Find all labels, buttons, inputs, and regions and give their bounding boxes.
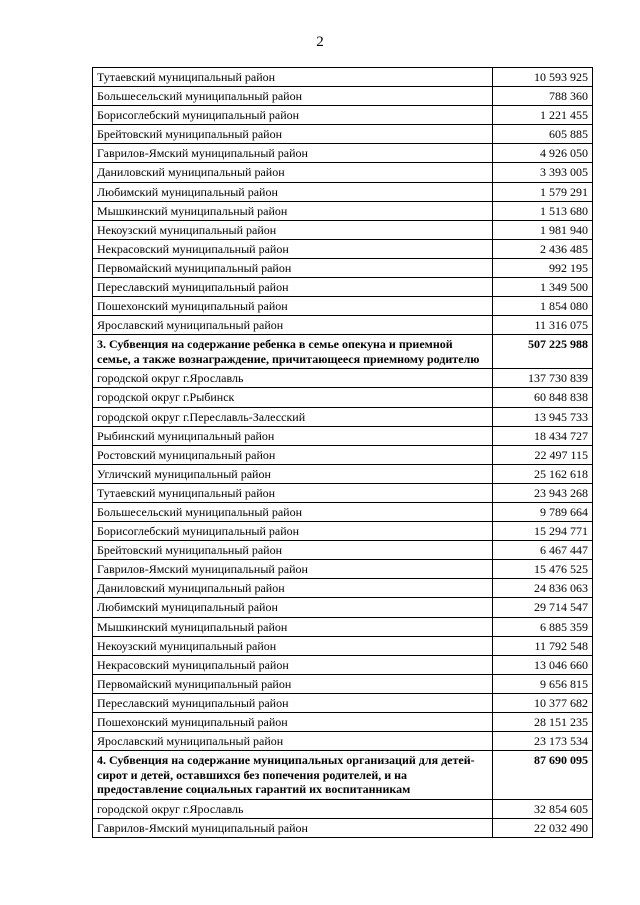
table-row (93, 144, 593, 163)
amount-cell: 32 854 605 (493, 799, 593, 818)
amount-cell: 15 476 525 (493, 560, 593, 579)
district-name: Рыбинский муниципальный район (93, 426, 493, 445)
district-name: Гаврилов-Ямский муниципальный район (93, 144, 493, 163)
district-name: Первомайский муниципальный район (93, 258, 493, 277)
table-row (93, 182, 593, 201)
district-name: городской округ г.Ярославль (93, 799, 493, 818)
table-row (93, 369, 593, 388)
section-title: 4. Субвенция на содержание муниципальных организаций для детей-сирот и детей, оставшихся без попечения родителей, и на предоставление социальных гарантий их воспитанникам (93, 751, 493, 800)
table-row (93, 560, 593, 579)
district-name: Большесельский муниципальный район (93, 502, 493, 521)
district-name: Пошехонский муниципальный район (93, 713, 493, 732)
amount-cell: 6 467 447 (493, 541, 593, 560)
table-row (93, 502, 593, 521)
amount-cell: 11 792 548 (493, 636, 593, 655)
amount-cell: 28 151 235 (493, 713, 593, 732)
district-name: Некоузский муниципальный район (93, 636, 493, 655)
table-row (93, 201, 593, 220)
amount-cell: 18 434 727 (493, 426, 593, 445)
amount-cell: 1 513 680 (493, 201, 593, 220)
table-row (93, 87, 593, 106)
table-row (93, 713, 593, 732)
table-row (93, 799, 593, 818)
amount-cell: 24 836 063 (493, 579, 593, 598)
amount-cell: 23 943 268 (493, 483, 593, 502)
table-row (93, 239, 593, 258)
district-name: Мышкинский муниципальный район (93, 617, 493, 636)
district-name: Пошехонский муниципальный район (93, 297, 493, 316)
district-name: Некрасовский муниципальный район (93, 655, 493, 674)
page-number: 2 (316, 34, 324, 50)
amount-cell: 11 316 075 (493, 316, 593, 335)
district-name: Переславский муниципальный район (93, 278, 493, 297)
amount-cell: 3 393 005 (493, 163, 593, 182)
table-row (93, 163, 593, 182)
table-row (93, 125, 593, 144)
district-name: Гаврилов-Ямский муниципальный район (93, 818, 493, 837)
district-name: Любимский муниципальный район (93, 182, 493, 201)
table-row (93, 818, 593, 837)
table-body (93, 68, 593, 838)
table-row (93, 522, 593, 541)
district-name: Некоузский муниципальный район (93, 220, 493, 239)
section-header-row (93, 335, 593, 369)
district-name: Ярославский муниципальный район (93, 316, 493, 335)
amount-cell: 6 885 359 (493, 617, 593, 636)
district-name: Большесельский муниципальный район (93, 87, 493, 106)
amount-cell: 9 789 664 (493, 502, 593, 521)
table-row (93, 636, 593, 655)
amount-cell: 137 730 839 (493, 369, 593, 388)
table-row (93, 541, 593, 560)
table-row (93, 693, 593, 712)
section-header-row (93, 751, 593, 800)
amount-cell: 10 377 682 (493, 693, 593, 712)
amount-cell: 10 593 925 (493, 68, 593, 87)
amount-cell: 1 854 080 (493, 297, 593, 316)
amount-cell: 2 436 485 (493, 239, 593, 258)
table-row (93, 483, 593, 502)
district-name: Тутаевский муниципальный район (93, 483, 493, 502)
district-name: городской округ г.Переславль-Залесский (93, 407, 493, 426)
amount-cell: 4 926 050 (493, 144, 593, 163)
amount-cell: 15 294 771 (493, 522, 593, 541)
table-row (93, 258, 593, 277)
district-name: Тутаевский муниципальный район (93, 68, 493, 87)
table-row (93, 617, 593, 636)
table-row (93, 426, 593, 445)
table-row (93, 68, 593, 87)
amount-cell: 60 848 838 (493, 388, 593, 407)
amount-cell: 1 579 291 (493, 182, 593, 201)
amount-cell: 29 714 547 (493, 598, 593, 617)
district-name: Ярославский муниципальный район (93, 732, 493, 751)
table-row (93, 388, 593, 407)
amount-cell: 23 173 534 (493, 732, 593, 751)
amount-cell: 1 349 500 (493, 278, 593, 297)
amount-cell: 992 195 (493, 258, 593, 277)
table-row (93, 464, 593, 483)
amount-cell: 1 981 940 (493, 220, 593, 239)
amount-cell: 1 221 455 (493, 106, 593, 125)
table-row (93, 674, 593, 693)
amount-cell: 9 656 815 (493, 674, 593, 693)
amount-cell: 22 032 490 (493, 818, 593, 837)
district-name: Даниловский муниципальный район (93, 579, 493, 598)
amount-cell: 605 885 (493, 125, 593, 144)
amount-cell: 788 360 (493, 87, 593, 106)
district-name: Любимский муниципальный район (93, 598, 493, 617)
table-row (93, 220, 593, 239)
district-name: городской округ г.Рыбинск (93, 388, 493, 407)
section-total: 87 690 095 (493, 751, 593, 800)
district-name: Брейтовский муниципальный район (93, 541, 493, 560)
district-name: Некрасовский муниципальный район (93, 239, 493, 258)
amount-cell: 25 162 618 (493, 464, 593, 483)
table-row (93, 655, 593, 674)
table-row (93, 732, 593, 751)
table-row (93, 598, 593, 617)
amount-cell: 13 046 660 (493, 655, 593, 674)
table-row (93, 445, 593, 464)
table-row (93, 579, 593, 598)
district-name: Переславский муниципальный район (93, 693, 493, 712)
amount-cell: 13 945 733 (493, 407, 593, 426)
district-name: Борисоглебский муниципальный район (93, 106, 493, 125)
district-name: Гаврилов-Ямский муниципальный район (93, 560, 493, 579)
district-name: Даниловский муниципальный район (93, 163, 493, 182)
district-name: Ростовский муниципальный район (93, 445, 493, 464)
district-name: Первомайский муниципальный район (93, 674, 493, 693)
section-total: 507 225 988 (493, 335, 593, 369)
section-title: 3. Субвенция на содержание ребенка в семье опекуна и приемной семье, а также вознаграждение, причитающееся приемному родителю (93, 335, 493, 369)
district-name: Мышкинский муниципальный район (93, 201, 493, 220)
district-name: Борисоглебский муниципальный район (93, 522, 493, 541)
table-row (93, 278, 593, 297)
table-row (93, 297, 593, 316)
district-name: городской округ г.Ярославль (93, 369, 493, 388)
table-row (93, 106, 593, 125)
district-name: Брейтовский муниципальный район (93, 125, 493, 144)
amount-cell: 22 497 115 (493, 445, 593, 464)
table-row (93, 316, 593, 335)
district-name: Угличский муниципальный район (93, 464, 493, 483)
table-row (93, 407, 593, 426)
subvention-table (92, 67, 593, 838)
